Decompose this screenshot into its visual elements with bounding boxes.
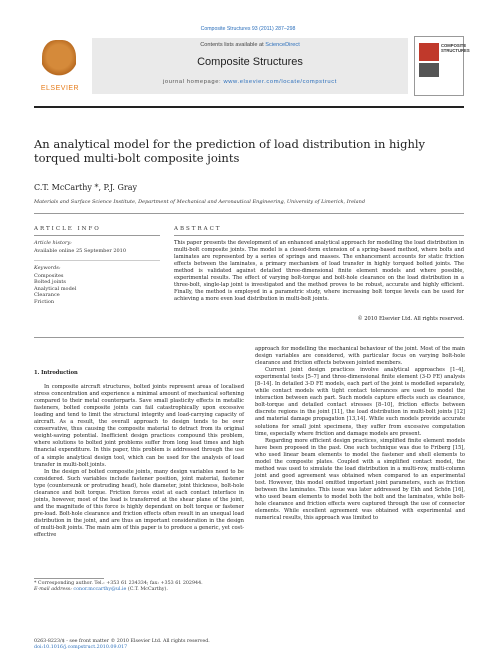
page-footer — [34, 639, 294, 652]
article-info-divider — [34, 235, 160, 236]
homepage-prefix: journal homepage: — [163, 79, 224, 85]
cover-title: COMPOSITE STRUCTURES — [441, 43, 470, 53]
cover-graphic — [419, 43, 439, 61]
abstract-text: This paper presents the development of an enhanced analytical approach for modelling the load distribution in multi-bolt composite joints. The model is a closed-form extension of a spring-based method, where bolts and laminates are represented by a series of springs and masses. The enhancement accounts for static friction effects between the laminates, a primary mechanism of load transfer in highly torqued bolted joints. The method is validated against detailed three-dimensional finite element models and where possible, experimental results. The effect of varying bolt-torque and bolt-hole clearance on the load distribution in a three-bolt, single-lap joint is investigated and the method proves to be robust, accurate and highly efficient. Finally, the method is employed in a parametric study, where increasing bolt torque levels can be used for achieving a more even load distribution in multi-bolt joints. — [174, 240, 464, 303]
abstract-bottom-divider — [34, 337, 464, 338]
keyword-item: Bolted joints — [34, 279, 66, 286]
corresponding-author-note: * Corresponding author. Tel.: +353 61 234334; fax: +353 61 202944. — [34, 581, 203, 586]
journal-title: Composite Structures — [197, 56, 303, 68]
article-authors: C.T. McCarthy *, P.J. Gray — [34, 183, 138, 192]
section-heading: 1. Introduction — [34, 370, 78, 376]
journal-reference[interactable]: Composite Structures 93 (2011) 287–298 — [200, 26, 296, 32]
author-affiliation: Materials and Surface Science Institute, Department of Mechanical and Aeronautical Engineering, University of Limerick, Ireland — [34, 199, 366, 205]
publisher-name: ELSEVIER — [40, 85, 80, 92]
body-paragraph: approach for modelling the mechanical behaviour of the joint. Most of the main design variables are considered, with particular focus on varying bolt-hole clearance and friction effects between jointed members. — [255, 346, 465, 367]
article-title: An analytical model for the prediction of load distribution in highly torqued multi-bolt composite joints — [34, 137, 426, 165]
keywords-label: Keywords: — [34, 265, 61, 271]
masthead — [34, 36, 470, 104]
keyword-item: Clearance — [34, 292, 60, 299]
body-paragraph: In composite aircraft structures, bolted joints represent areas of localised stress concentration and experience a minimal amount of mechanical softening compared to their metal counterparts. Save small plasticity effects in metallic fasteners, bolted composite joints can fail catastrophically upon excessive loading and tend to limit the structural integrity and load-carrying capacity of aircraft. As a result, the overall approach to design tends to be over conservative, thus causing the composite material to detract from its original weight-saving potential. Inefficient design practices compound this problem, where solutions to bolted joint problems suffer from long lead times and high financial expenditure. In this paper, this problem is addressed through the use of a simple analytical design tool, which can be used for the analysis of load transfer in multi-bolt joints. — [34, 384, 244, 468]
body-column-left — [34, 370, 244, 539]
footnote — [34, 581, 244, 594]
email-label: E-mail address: — [34, 587, 74, 593]
header-divider — [34, 213, 464, 214]
history-label: Article history: — [34, 240, 72, 246]
abstract-divider — [174, 235, 464, 236]
journal-cover-image — [414, 36, 470, 96]
body-paragraph: Regarding more efficient design practices, simplified finite element models have been proposed in the past. One such technique was due to Friberg [15], who used linear beam elements to model the fastener and shell elements to model the composite plates. Coupled with a simplified contact model, the method was used to simulate the load distribution in a multi-row, multi-column joint and good agreement was obtained when compared to an experimental test. However, this model omitted important joint parameters, such as friction between the laminates. This issue was later addressed by Ekh and Schön [16], who used beam elements to model both the bolt and the laminates, while bolt-hole clearance and friction effects were captured through the use of connector elements. While excellent agreement was obtained with experimental and numerical results, this approach was limited to — [255, 437, 465, 522]
history-value: Available online 25 September 2010 — [34, 248, 127, 254]
abstract-heading: ABSTRACT — [174, 226, 222, 232]
keyword-item: Analytical model — [34, 285, 77, 292]
keywords-list — [34, 273, 76, 305]
sciencedirect-link[interactable]: ScienceDirect — [265, 42, 300, 48]
tree-icon — [42, 40, 76, 82]
body-column-right — [255, 346, 465, 522]
article-info-heading: ARTICLE INFO — [34, 226, 101, 232]
homepage-link[interactable]: www.elsevier.com/locate/compstruct — [223, 79, 337, 85]
keywords-divider — [34, 260, 160, 261]
doi-link[interactable]: doi:10.1016/j.compstruct.2010.09.017 — [34, 645, 128, 651]
footnote-divider — [34, 578, 104, 579]
body-paragraph: Current joint design practices involve analytical approaches [1–4], experimental tests [5–7] and three-dimensional finite element (3-D FE) analysis [8–14]. In detailed 3-D FE models, each part of the joint is modelled separately, while contact models with tight contact tolerances are used to model the interaction between each part. Such models capture effects such as clearance, bolt-torque and detailed contact stresses [8–10], friction effects between discrete regions in the joint [11], the load distribution in multi-bolt joints [12] and material damage propagation [13,14]. While such models provide accurate solutions for small joint specimens, they suffer from excessive computation time, especially where friction and damage models are present. — [255, 367, 465, 437]
masthead-divider — [34, 106, 464, 108]
issn-line: 0263-8223/$ - see front matter © 2010 Elsevier Ltd. All rights reserved. — [34, 639, 210, 644]
email-link[interactable]: conor.mccarthy@ul.ie — [73, 587, 127, 593]
email-line — [34, 587, 244, 593]
keyword-item: Friction — [34, 298, 55, 305]
body-paragraph: In the design of bolted composite joints, many design variables need to be considered. Such variables include fastener position, joint material, fastener type (countersunk or protruding head), hole diameter, joint thickness, bolt-hole clearance and bolt torque. Friction forces exist at each contact interface in joints, however, most of the load is transferred at the shear plane of the joint, and the magnitude of this force is highly dependant on bolt torque or fastener pre-load. Bolt-hole clearance and friction effects often result in an unequal load distribution in the joint, and are thus an important consideration in the design of multi-bolt joints. The main aim of this paper is to produce a generic, yet cost-effective — [34, 468, 244, 539]
contents-line — [92, 42, 408, 48]
contents-prefix: Contents lists available at — [200, 42, 266, 48]
journal-banner — [92, 38, 408, 94]
journal-homepage — [92, 79, 408, 85]
abstract-copyright: © 2010 Elsevier Ltd. All rights reserved. — [357, 316, 464, 322]
elsevier-logo — [34, 38, 86, 94]
email-suffix: (C.T. McCarthy). — [126, 587, 168, 593]
keyword-item: Composites — [34, 273, 64, 279]
cover-graphic-lower — [419, 63, 439, 77]
